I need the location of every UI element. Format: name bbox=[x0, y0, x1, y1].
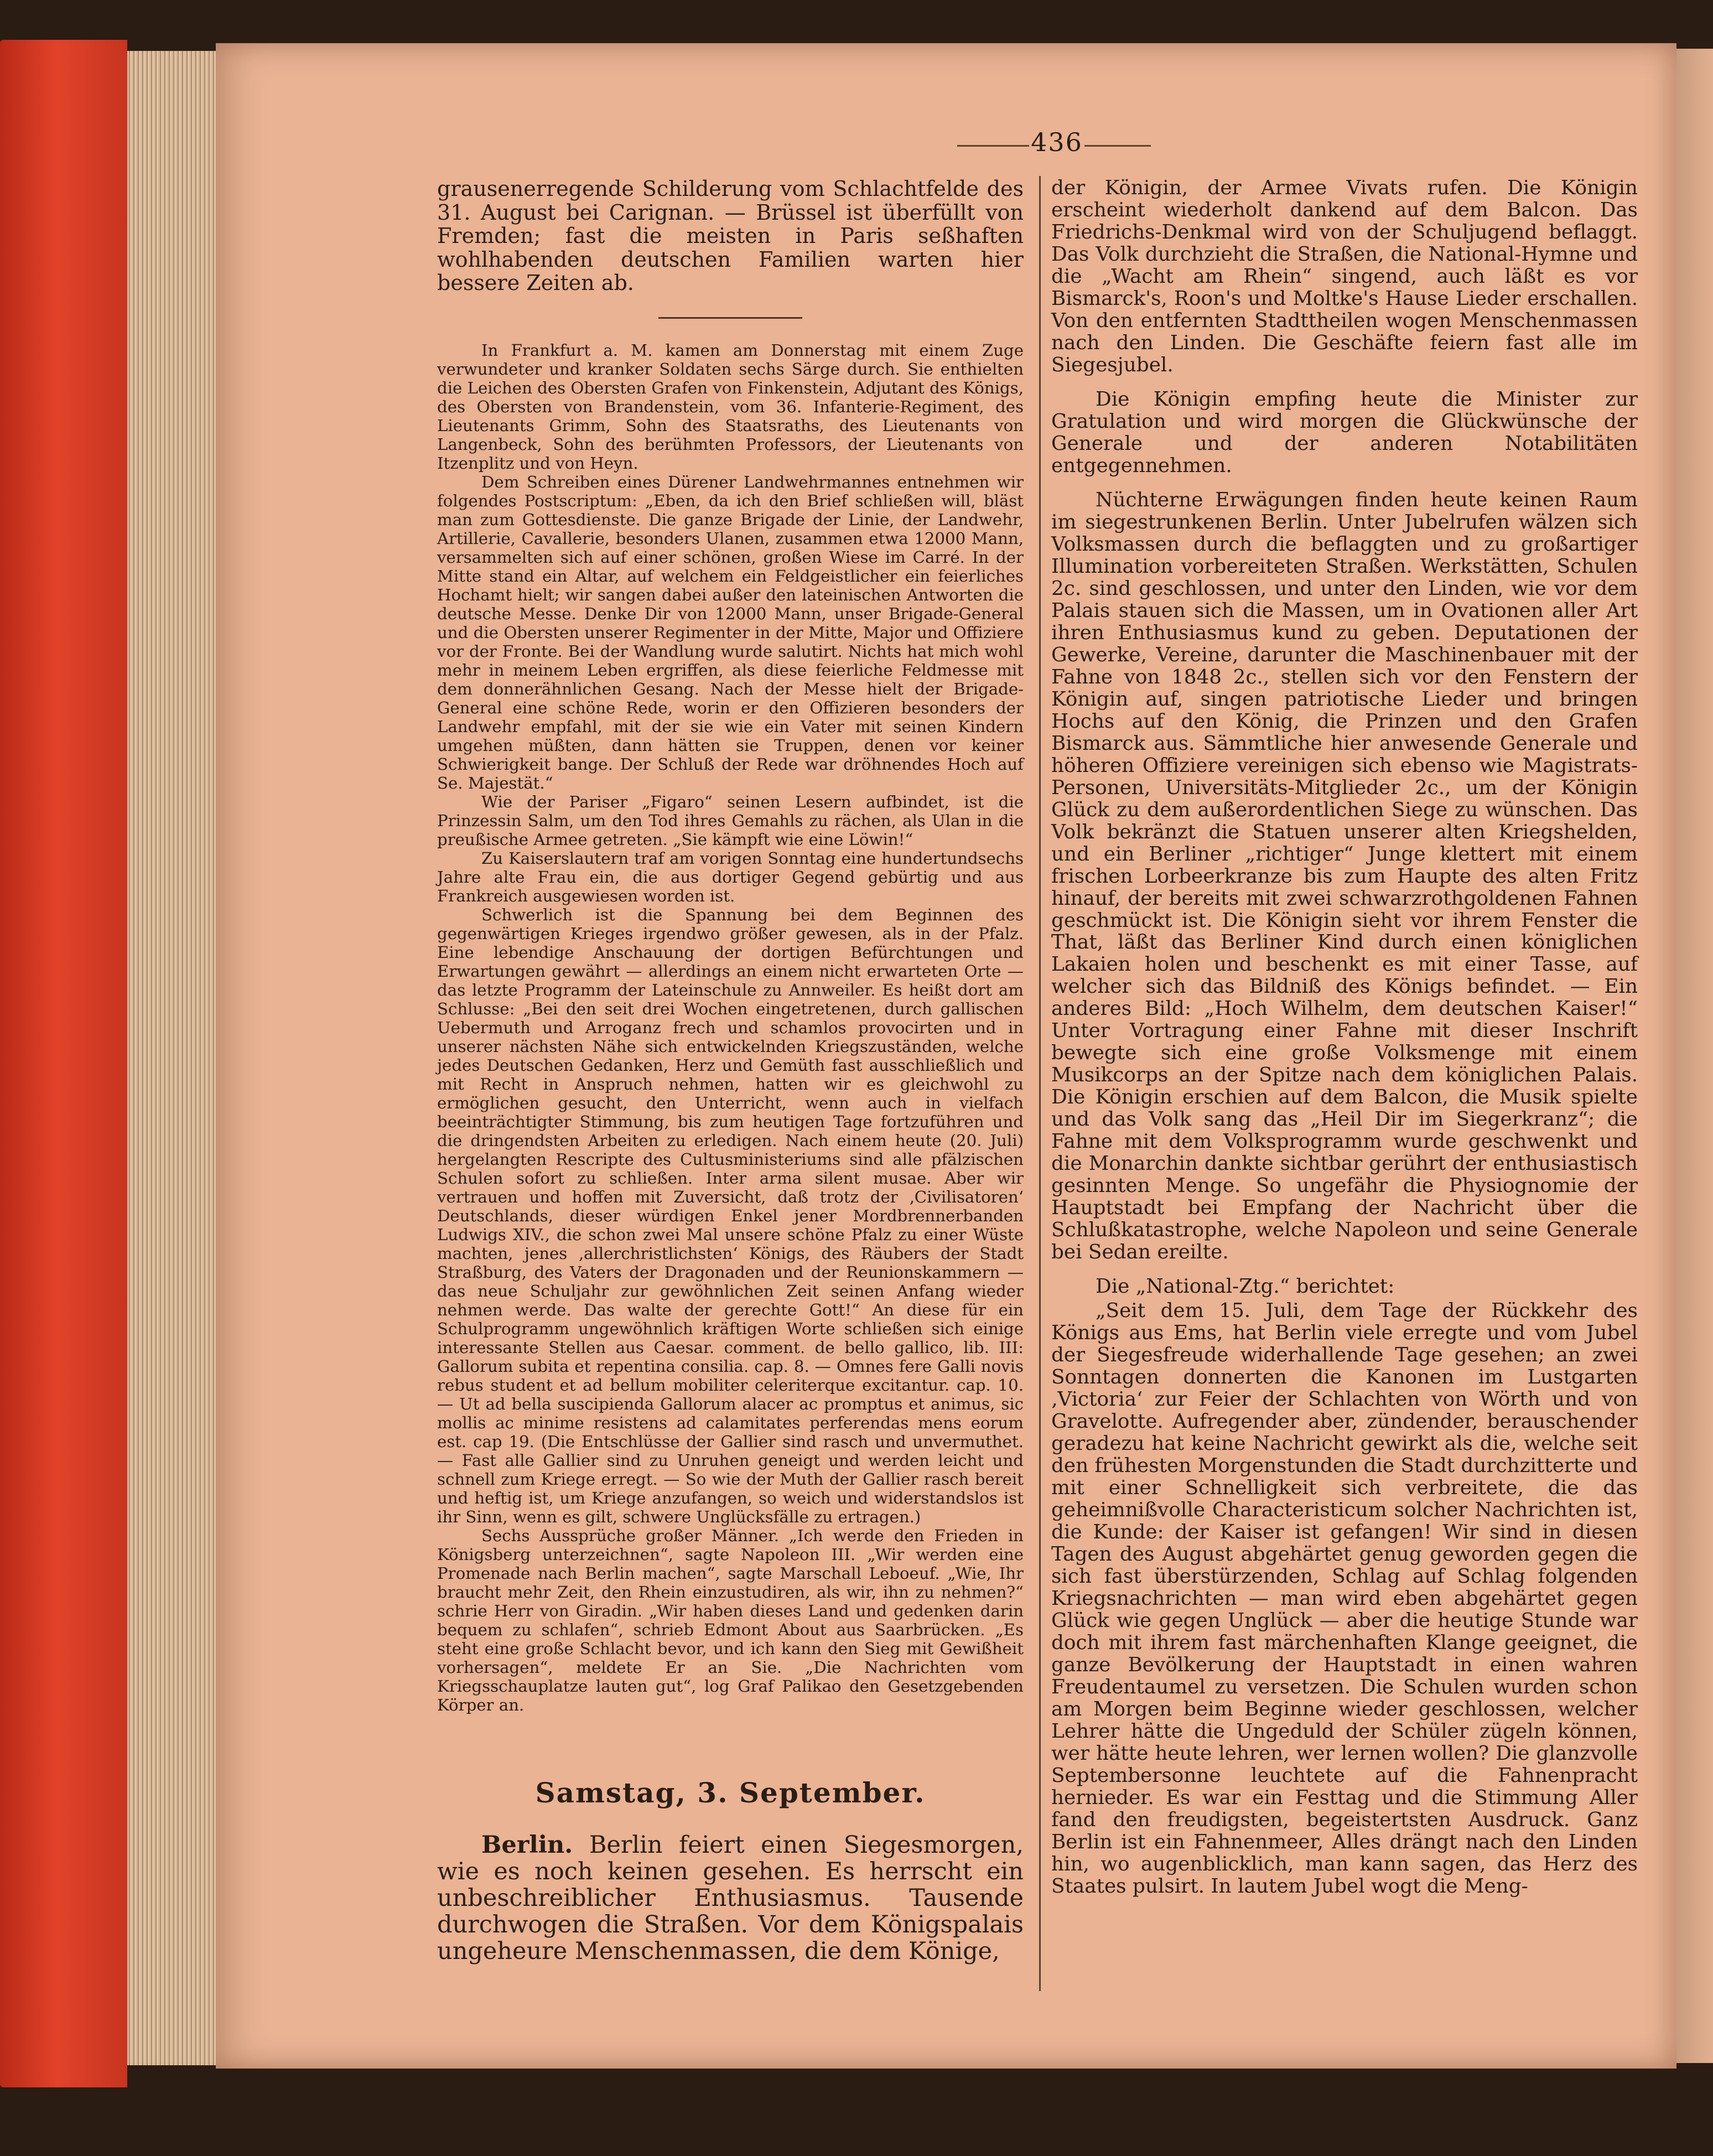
right-paragraph-1: der Königin, der Armee Vivats rufen. Die Königin erscheint wiederholt dankend auf dem Balcon. Das Friedrichs-Denkmal wird von der Schuljugend beflaggt. Das Volk durchzieht die Straßen, die National-Hymne und die „Wacht am Rhein“ singend, auch läßt es vor Bismarck's, Roon's und Moltke's Hause Lieder erschallen. Von den entfernten Stadttheilen wogen Menschenmassen nach den Linden. Die Geschäfte feiern fast alle im Siegesjubel. bbox=[1051, 177, 1638, 376]
berlin-paragraph bbox=[437, 1832, 1024, 1965]
news-dueren: Dem Schreiben eines Dürener Landwehrmannes entnehmen wir folgendes Postscriptum: „Eben, da ich den Brief schließen will, bläst man zum Gottesdienste. Die ganze Brigade der Linie, der Landwehr, Artillerie, Cavallerie, besonders Ulanen, zusammen etwa 12000 Mann, versammelten sich auf einer schönen, großen Wiese im Carré. In der Mitte stand ein Altar, auf welchem ein Feldgeistlicher ein feierliches Hochamt hielt; wir sangen dabei außer den lateinischen Antworten die deutsche Messe. Denke Dir von 12000 Mann, unser Brigade-General und die Obersten unserer Regimenter in der Mitte, Major und Offiziere vor der Fronte. Bei der Wandlung wurde salutirt. Nichts hat mich wohl mehr in meinem Leben ergriffen, als diese feierliche Feldmesse mit dem donnerähnlichen Gesang. Nach der Messe hielt der Brigade-General eine schöne Rede, worin er den Offizieren besonders der Landwehr empfahl, mit der sie wie ein Vater mit seinen Kindern umgehen müßten, dann hätten sie Truppen, denen vor keiner Schwierigkeit bange. Der Schluß der Rede war dröhnendes Hoch auf Se. Majestät.“ bbox=[437, 472, 1024, 792]
facing-page-edge bbox=[1676, 49, 1713, 2063]
header-rule-right bbox=[1084, 145, 1151, 147]
right-paragraph-2: Die Königin empfing heute die Minister zur Gratulation und wird morgen die Glückwünsche der Generale und der anderen Notabilitäten entgegennehmen. bbox=[1051, 387, 1638, 477]
section-separator bbox=[658, 317, 802, 319]
news-figaro: Wie der Pariser „Figaro“ seinen Lesern aufbindet, ist die Prinzessin Salm, um den Tod ihres Gemahls zu rächen, als Ulan in die preußische Armee getreten. „Sie kämpft wie eine Löwin!“ bbox=[437, 792, 1024, 849]
news-frankfurt: In Frankfurt a. M. kamen am Donnerstag mit einem Zuge verwundeter und kranker Soldaten sechs Särge durch. Sie enthielten die Leichen des Obersten Grafen von Finkenstein, Adjutant des Königs, des Obersten von Brandenstein, vom 36. Infanterie-Regiment, des Lieutenants Grimm, Sohn des Staatsraths, des Lieutenants von Langenbeck, Sohn des berühmten Professors, der Lieutenants von Itzenplitz und von Heyn. bbox=[437, 340, 1024, 473]
berlin-text: Berlin feiert einen Siegesmorgen, wie es noch keinen gesehen. Es herrscht ein unbeschreiblicher Enthusiasmus. Tausende durchwogen die Straßen. Vor dem Königspalais ungeheure Menschenmassen, die dem Könige, bbox=[437, 1831, 1024, 1965]
right-paragraph-4: Die „National-Ztg.“ berichtet: bbox=[1096, 1275, 1395, 1298]
book-cover-edge bbox=[0, 40, 127, 2087]
date-heading: Samstag, 3. September. bbox=[535, 1776, 926, 1809]
page-number: 436 bbox=[1031, 127, 1083, 157]
news-pfalz: Schwerlich ist die Spannung bei dem Beginnen des gegenwärtigen Krieges irgendwo größer gewesen, als in der Pfalz. Eine lebendige Anschauung der dortigen Befürchtungen und Erwartungen gewährt — allerdings an einem nicht erwarteten Orte — das letzte Programm der Lateinschule zu Annweiler. Es heißt dort am Schlusse: „Bei den seit drei Wochen eingetretenen, durch gallischen Uebermuth und Arroganz frech und schamlos provocirten und in unserer nächsten Nähe sich entwickelnden Kriegszuständen, welche jedes Deutschen Gedanken, Herz und Gemüth fast ausschließlich und mit Recht in Anspruch nehmen, hatten wir es gleichwohl zu ermöglichen gesucht, den Unterricht, wenn auch in vielfach beeinträchtigter Stimmung, bis zum heutigen Tage fortzuführen und die dringendsten Arbeiten zu erledigen. Nach einem heute (20. Juli) hergelangten Rescripte des Cultusministeriums sind alle pfälzischen Schulen sofort zu schließen. Inter arma silent musae. Aber wir vertrauen und hoffen mit Zuversicht, daß trotz der ‚Civilisatoren‘ Deutschlands, dieser würdigen Enkel jener Mordbrennerbanden Ludwigs XIV., die schon zwei Mal unsere schöne Pfalz zu einer Wüste machten, jenes ‚allerchristlichsten‘ Königs, des Räubers der Stadt Straßburg, des Vaters der Dragonaden und der Reunionskammern — das neue Schuljahr zur gewöhnlichen Zeit seinen Anfang wieder nehmen werde. Das walte der gerechte Gott!“ An diese für ein Schulprogramm ungewöhnlich kräftigen Worte schließen sich einige interessante Stellen aus Caesar. comment. de bello gallico, lib. III: Gallorum subita et repentina consilia. cap. 8. — Omnes fere Galli novis rebus student et ad bellum mobiliter celeriterque excitantur. cap. 10. — Ut ad bella suscipienda Gallorum alacer ac promptus et animus, sic mollis ac minime resistens ad calamitates perferendas mens eorum est. cap 19. (Die Entschlüsse der Gallier sind rasch und unvermuthet. — Fast alle Gallier sind zu Unruhen geneigt und werden leicht und schnell zum Kriege erregt. — So wie der Muth der Gallier rasch bereit und heftig ist, um Kriege anzufangen, so weich und widerstandslos ist ihr Sinn, wenn es gilt, schwere Unglücksfälle zu ertragen.) bbox=[437, 905, 1024, 1526]
right-paragraph-5: „Seit dem 15. Juli, dem Tage der Rückkehr des Königs aus Ems, hat Berlin viele erregte und vom Jubel der Siegesfreude widerhallende Tage gesehen; an zwei Sonntagen donnerten die Kanonen im Lustgarten ‚Victoria‘ zur Feier der Schlachten von Wörth und von Gravelotte. Aufregender aber, zündender, berauschender geradezu hat keine Nachricht gewirkt als die, welche seit den frühesten Morgenstunden die Stadt durchzitterte und mit einer Schnelligkeit sich verbreitete, die das geheimnißvolle Characteristicum solcher Nachrichten ist, die Kunde: der Kaiser ist gefangen! Wir sind in diesen Tagen des August abgehärtet genug geworden gegen die sich fast überstürzenden, Schlag auf Schlag folgenden Kriegsnachrichten — man wird eben abgehärtet gegen Glück wie gegen Unglück — aber die heutige Stunde war doch mit ihrem fast märchenhaften Klange geeignet, die ganze Bevölkerung der Hauptstadt in einen wahren Freudentaumel zu versetzen. Die Schulen wurden schon am Morgen beim Beginne wieder geschlossen, welcher Lehrer hätte die Ungeduld der Schüler zügeln können, wer hätte heute lehren, wer lernen wollen? Die glanzvolle Septembersonne leuchtete auf die Fahnenpracht hernieder. Es war ein Festtag und die Stimmung Aller fand den freudigsten, begeistertsten Ausdruck. Ganz Berlin ist ein Fahnenmeer, Alles drängt nach den Linden hin, wo augenblicklich, man kann sagen, das Herz des Staates pulsirt. In lautem Jubel wogt die Meng- bbox=[1051, 1299, 1638, 1898]
page-block-edges bbox=[127, 51, 216, 2065]
intro-paragraph: grausenerregende Schilderung vom Schlachtfelde des 31. August bei Carignan. — Brüssel ist überfüllt von Fremden; fast die meisten in Paris seßhaften wohlhabenden deutschen Familien warten hier bessere Zeiten ab. bbox=[437, 177, 1024, 295]
column-divider bbox=[1039, 176, 1041, 1991]
left-column bbox=[437, 177, 1024, 1714]
berlin-section bbox=[437, 1832, 1024, 1965]
news-aussprueche: Sechs Aussprüche großer Männer. „Ich werde den Frieden in Königsberg unterzeichnen“, sagte Napoleon III. „Wir werden eine Promenade nach Berlin machen“, sagte Marschall Leboeuf. „Wie, Ihr braucht mehr Zeit, den Rhein einzustudiren, als wir, ihn zu nehmen?“ schrie Herr von Giradin. „Wir haben dieses Land und gedenken darin bequem zu schlafen“, schrieb Edmont About aus Saarbrücken. „Es steht eine große Schlacht bevor, und ich kann den Sieg mit Gewißheit vorhersagen“, meldete Er an Sie. „Die Nachrichten vom Kriegsschauplatze lauten gut“, log Graf Palikao den Gesetzgebenden Körper an. bbox=[437, 1526, 1024, 1714]
right-column bbox=[1051, 177, 1638, 1898]
berlin-lead: Berlin. bbox=[481, 1831, 573, 1859]
news-items bbox=[437, 341, 1024, 1714]
news-kaiserslautern: Zu Kaiserslautern traf am vorigen Sonntag eine hundertundsechs Jahre alte Frau ein, die aus dortiger Gegend gebürtig und aus Frankreich ausgewiesen worden ist. bbox=[437, 848, 1024, 905]
right-paragraph-3: Nüchterne Erwägungen finden heute keinen Raum im siegestrunkenen Berlin. Unter Jubelrufen wälzen sich Volksmassen durch die beflaggten und zu großartiger Illumination vorbereiteten Straßen. Werkstätten, Schulen 2c. sind geschlossen, und unter den Linden, wie vor dem Palais stauen sich die Massen, um in Ovationen aller Art ihren Enthusiasmus kund zu geben. Deputationen der Gewerke, Vereine, darunter die Maschinenbauer mit der Fahne von 1848 2c., stellen sich vor den Fenstern der Königin auf, singen patriotische Lieder und bringen Hochs auf den König, die Prinzen und den Grafen Bismarck aus. Sämmtliche hier anwesende Generale und höheren Offiziere vereinigen sich ebenso wie Magistrats-Personen, Universitäts-Mitglieder 2c., um der Königin Glück zu dem außerordentlichen Siege zu wünschen. Das Volk bekränzt die Statuen unserer alten Kriegshelden, und ein Berliner „richtiger“ Junge klettert mit einem frischen Lorbeerkranze bis zum Haupte des alten Fritz hinauf, der bereits mit zwei schwarzrothgoldenen Fahnen geschmückt ist. Die Königin sieht vor ihrem Fenster die That, läßt das Berliner Kind durch einen königlichen Lakaien holen und beschenkt es mit einer Tasse, auf welcher sich das Bildniß des Königs befindet. — Ein anderes Bild: „Hoch Wilhelm, dem deutschen Kaiser!“ Unter Vortragung einer Fahne mit dieser Inschrift bewegte sich eine große Volksmenge mit einem Musikcorps an der Spitze nach dem königlichen Palais. Die Königin erschien auf dem Balcon, die Musik spielte und das Volk sang das „Heil Dir im Siegerkranz“; die Fahne mit dem Volksprogramm wurde geschwenkt und die Monarchin dankte sichtbar gerührt der enthusiastisch gesinnten Menge. So ungefähr die Physiognomie der Hauptstadt bei Empfang der Nachricht über die Schlußkatastrophe, welche Napoleon und seine Generale bei Sedan ereilte. bbox=[1051, 488, 1638, 1264]
